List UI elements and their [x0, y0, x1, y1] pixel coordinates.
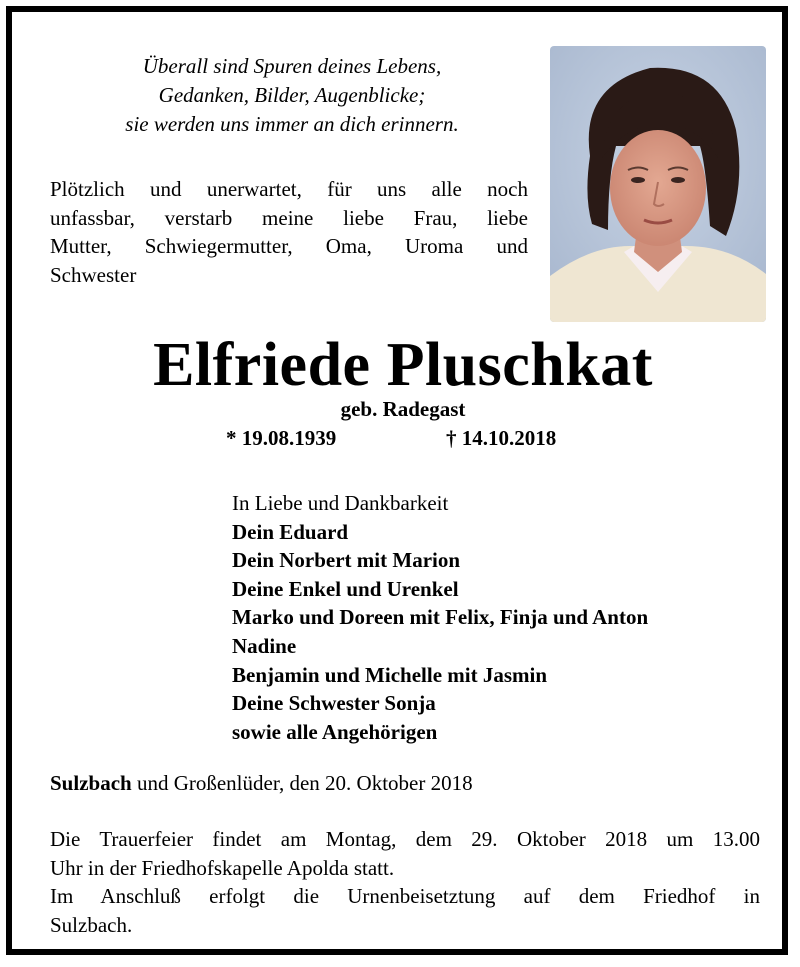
family-member: Dein Norbert mit Marion — [232, 548, 461, 573]
funeral-line: Uhr in der Friedhofskapelle Apolda statt. — [50, 855, 395, 880]
obituary-card — [6, 6, 788, 955]
death-date: † 14.10.2018 — [446, 426, 557, 450]
family-list — [232, 489, 648, 746]
family-member: Nadine — [232, 633, 297, 658]
portrait-image — [550, 46, 766, 322]
intro-line: Mutter, Schwiegermutter, Oma, Uroma und — [50, 234, 528, 258]
poem — [52, 52, 532, 139]
family-member: Deine Enkel und Urenkel — [232, 576, 459, 601]
family-member: Marko und Doreen mit Felix, Finja und Anton — [232, 605, 649, 630]
funeral-line: Im Anschluß erfolgt die Urnenbeisetztung auf dem Friedhof in — [50, 884, 760, 908]
family-member: Dein Eduard — [232, 519, 349, 544]
birth-name: geb. Radegast — [340, 397, 466, 421]
intro-line: Plötzlich und unerwartet, für uns alle noch — [50, 177, 528, 201]
portrait-photo — [550, 46, 766, 322]
poem-line: Überall sind Spuren deines Lebens, — [142, 54, 442, 78]
funeral-line: Sulzbach. — [50, 912, 133, 937]
place-rest: und Großenlüder, den 20. Oktober 2018 — [131, 771, 473, 795]
place-date-line — [50, 769, 473, 797]
intro-text — [50, 175, 528, 289]
deceased-name: Elfriede Pluschkat — [153, 331, 653, 399]
poem-line: sie werden uns immer an dich erinnern. — [125, 112, 459, 136]
intro-line: Schwester — [50, 262, 137, 287]
poem-line: Gedanken, Bilder, Augenblicke; — [158, 83, 426, 107]
family-member: sowie alle Angehörigen — [232, 719, 438, 744]
intro-line: unfassbar, verstarb meine liebe Frau, liebe — [50, 205, 528, 230]
funeral-notice — [50, 825, 760, 939]
family-heading: In Liebe und Dankbarkeit — [232, 491, 449, 515]
place-town: Sulzbach — [50, 771, 132, 795]
funeral-line: Die Trauerfeier findet am Montag, dem 29. Oktober 2018 um 13.00 — [50, 827, 760, 851]
family-member: Benjamin und Michelle mit Jasmin — [232, 662, 548, 687]
family-member: Deine Schwester Sonja — [232, 691, 436, 716]
birth-date: * 19.08.1939 — [226, 426, 337, 450]
